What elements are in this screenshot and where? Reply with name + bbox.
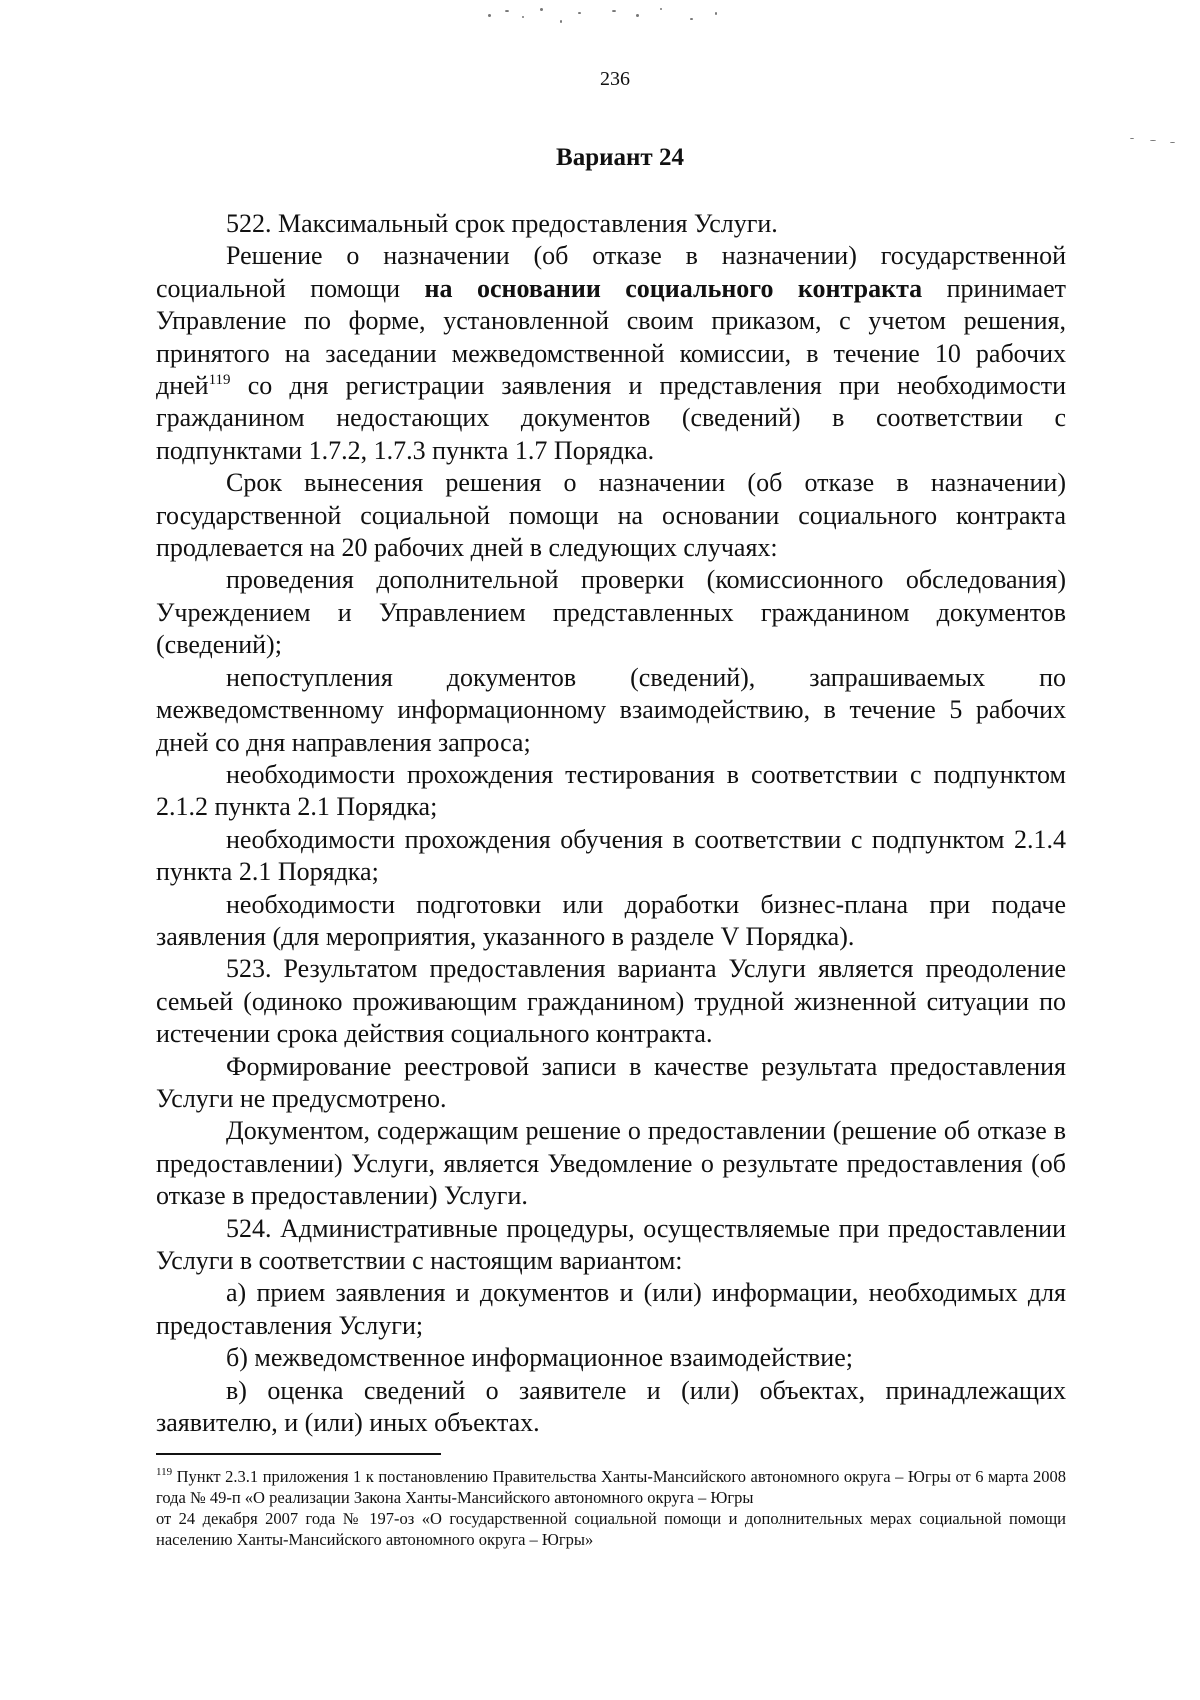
footnote xyxy=(156,1466,1066,1550)
paragraph-document-result: Документом, содержащим решение о предоставлении (решение об отказе в предоставлении) Услуги, является Уведомление о результате предоставления (об отказе в предоставлении) Услуги. xyxy=(156,1116,1066,1211)
list-item-a: а) прием заявления и документов и (или) информации, необходимых для предоставления Услуги; xyxy=(156,1278,1066,1340)
paragraph-case-check: проведения дополнительной проверки (комиссионного обследования) Учреждением и Управлением представленных гражданином документов (сведений); xyxy=(156,565,1066,660)
paragraph-decision xyxy=(156,240,1066,467)
paragraph-extension: Срок вынесения решения о назначении (об отказе в назначении) государственной социальной помощи на основании социального контракта продлевается на 20 рабочих дней в следующих случаях: xyxy=(156,468,1066,563)
text-run: со дня регистрации заявления и представления при необходимости гражданином недостающих документов (сведений) в соответствии с подпунктами 1.7.2, 1.7.3 пункта 1.7 Порядка. xyxy=(156,371,1066,465)
paragraph-case-training: необходимости прохождения обучения в соответствии с подпунктом 2.1.4 пункта 2.1 Порядка; xyxy=(156,824,1066,887)
text-run: Решение о назначении (об отказе в назначении) государственной социальной помощи xyxy=(156,241,1066,303)
footnote-line-2: от 24 декабря 2007 года № 197-оз «О государственной социальной помощи и дополнительных мерах социальной помощи населению Ханты-Мансийского автономного округа – Югры» xyxy=(156,1509,1066,1549)
document-body xyxy=(156,208,1066,1439)
footnote-divider xyxy=(156,1453,441,1455)
footnote-number: 119 xyxy=(156,1466,173,1478)
bold-text-run: на основании социального контракта xyxy=(424,273,923,303)
page-number: 236 xyxy=(600,68,630,90)
list-item-c: в) оценка сведений о заявителе и (или) объектах, принадлежащих заявителю, и (или) иных объектах. xyxy=(156,1375,1066,1438)
paragraph-case-testing: необходимости прохождения тестирования в соответствии с подпунктом 2.1.2 пункта 2.1 Порядка; xyxy=(156,759,1066,822)
paragraph-524: 524. Административные процедуры, осуществляемые при предоставлении Услуги в соответствии с настоящим вариантом: xyxy=(156,1213,1066,1275)
page-title: Вариант 24 xyxy=(556,144,684,171)
footnote-reference: 119 xyxy=(208,372,231,389)
list-item-b: б) межведомственное информационное взаимодействие; xyxy=(226,1343,853,1373)
paragraph-case-business-plan: необходимости подготовки или доработки бизнес-плана при подаче заявления (для мероприятия, указанного в разделе V Порядка). xyxy=(156,889,1066,951)
text-run: принимает Управление по форме, установленной своим приказом, с учетом решения, принятого на заседании межведомственной комиссии, в течение 10 рабочих дней xyxy=(156,273,1067,401)
footnote-text: Пункт 2.3.1 приложения 1 к постановлению Правительства Ханты-Мансийского автономного округа – Югры от 6 марта 2008 года № 49-п «О реализации Закона Ханты-Мансийского автономного округа – Югры xyxy=(156,1467,1066,1507)
footnote-line-1 xyxy=(156,1466,1066,1508)
paragraph-registry: Формирование реестровой записи в качестве результата предоставления Услуги не предусмотрено. xyxy=(156,1051,1066,1113)
paragraph-522: 522. Максимальный срок предоставления Услуги. xyxy=(226,209,778,238)
paragraph-case-documents: непоступления документов (сведений), запрашиваемых по межведомственному информационному взаимодействию, в течение 5 рабочих дней со дня направления запроса; xyxy=(156,662,1066,757)
paragraph-523: 523. Результатом предоставления варианта Услуги является преодоление семьей (одиноко проживающим гражданином) трудной жизненной ситуации по истечении срока действия социального контракта. xyxy=(156,954,1066,1049)
